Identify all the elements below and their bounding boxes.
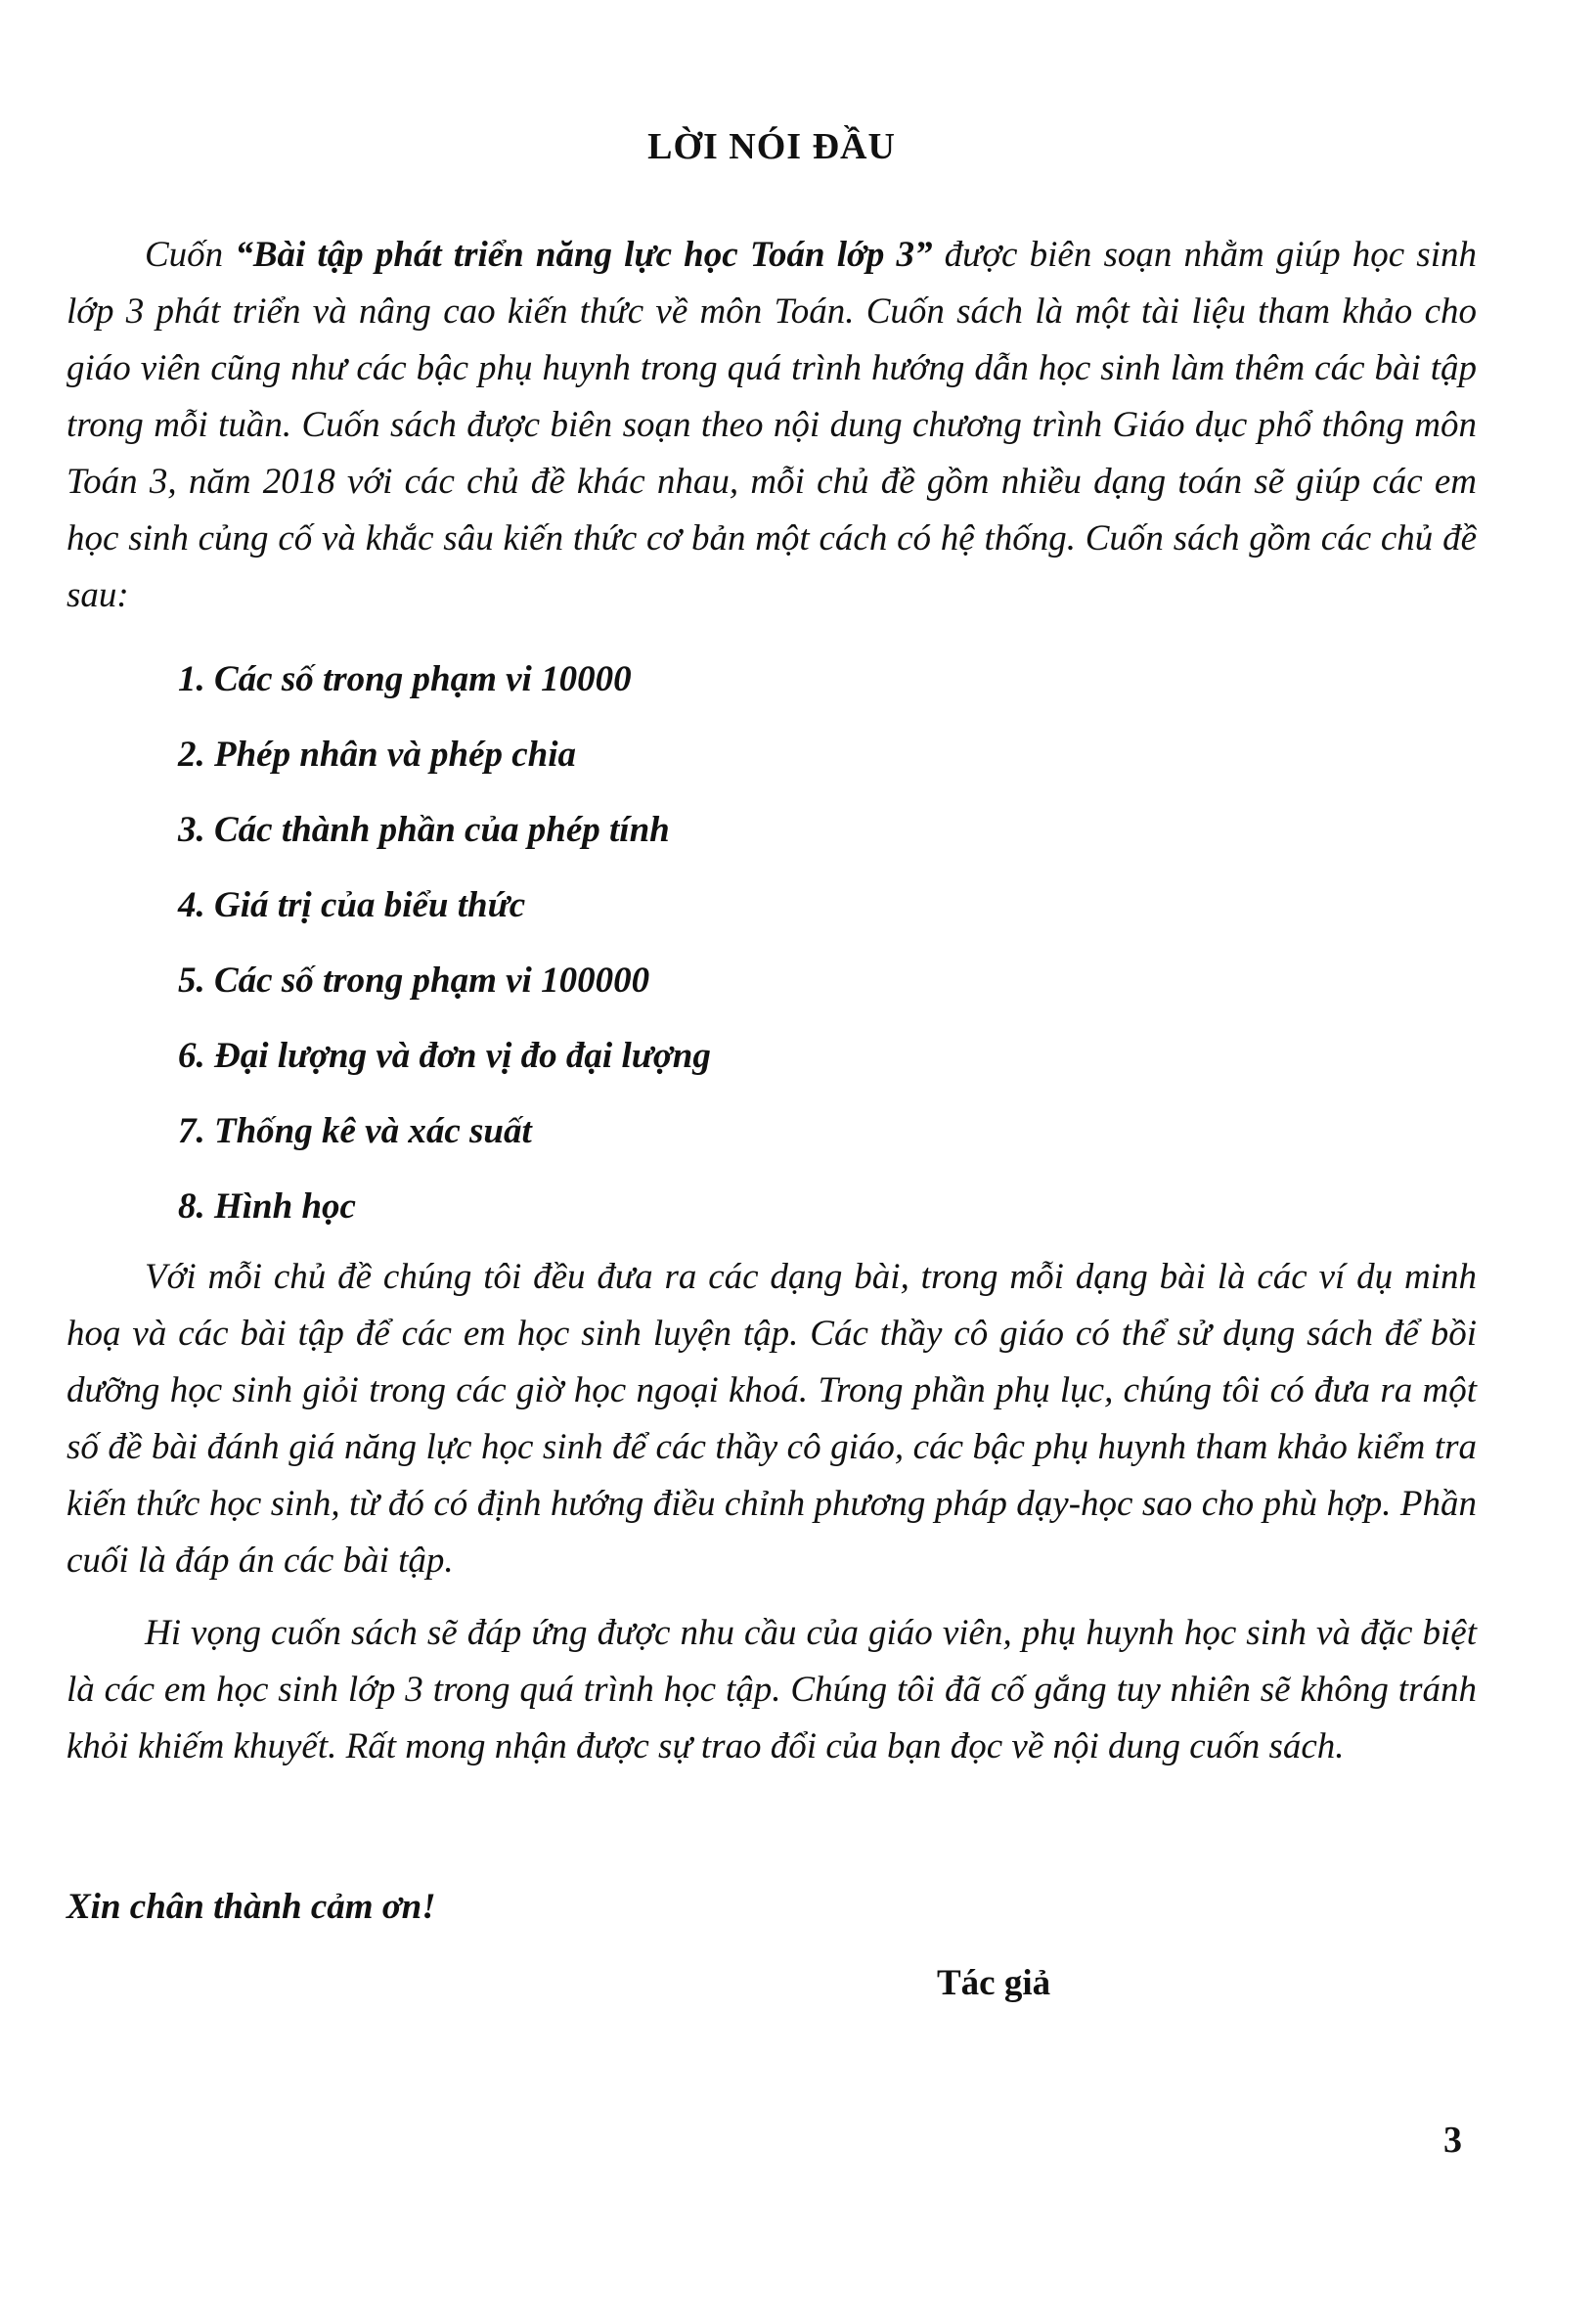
topic-item: 4. Giá trị của biểu thức: [178, 885, 526, 925]
body-paragraph-3: Hi vọng cuốn sách sẽ đáp ứng được nhu cầu của giáo viên, phụ huynh học sinh và đặc biệt là các em học sinh lớp 3 trong quá trình học tập. Chúng tôi đã cố gắng tuy nhiên sẽ không tránh khỏi khiếm khuyết. Rất mong nhận được sự trao đổi của bạn đọc về nội dung cuốn sách.: [66, 1613, 1477, 1766]
topic-item: 1. Các số trong phạm vi 10000: [178, 659, 632, 699]
topic-item: 5. Các số trong phạm vi 100000: [178, 961, 650, 1001]
intro-text-before: Cuốn: [145, 235, 236, 275]
intro-paragraph: [66, 227, 1477, 624]
author-signature: Tác giả: [937, 1963, 1051, 2003]
page-title: LỜI NÓI ĐẦU: [647, 126, 896, 167]
closing-thanks: Xin chân thành cảm ơn!: [66, 1887, 436, 1927]
topic-item: 3. Các thành phần của phép tính: [178, 810, 670, 850]
intro-text-after: được biên soạn nhằm giúp học sinh lớp 3 phát triển và nâng cao kiến thức về môn Toán. Cuốn sách là một tài liệu tham khảo cho giáo viên cũng như các bậc phụ huynh trong quá trình hướng dẫn học sinh làm thêm các bài tập trong mỗi tuần. Cuốn sách được biên soạn theo nội dung chương trình Giáo dục phổ thông môn Toán 3, năm 2018 với các chủ đề khác nhau, mỗi chủ đề gồm nhiều dạng toán sẽ giúp các em học sinh củng cố và khắc sâu kiến thức cơ bản một cách có hệ thống. Cuốn sách gồm các chủ đề sau:: [66, 235, 1477, 615]
book-title: “Bài tập phát triển năng lực học Toán lớp 3”: [235, 235, 933, 275]
topic-item: 6. Đại lượng và đơn vị đo đại lượng: [178, 1036, 711, 1076]
topic-item: 8. Hình học: [178, 1186, 356, 1227]
topic-item: 2. Phép nhân và phép chia: [178, 735, 577, 775]
topic-list: [178, 642, 711, 1244]
body-paragraph-2: Với mỗi chủ đề chúng tôi đều đưa ra các dạng bài, trong mỗi dạng bài là các ví dụ minh hoạ và các bài tập để các em học sinh luyện tập. Các thầy cô giáo có thể sử dụng sách để bồi dưỡng học sinh giỏi trong các giờ học ngoại khoá. Trong phần phụ lục, chúng tôi có đưa ra một số đề bài đánh giá năng lực học sinh để các thầy cô giáo, các bậc phụ huynh tham khảo kiểm tra kiến thức học sinh, từ đó có định hướng điều chỉnh phương pháp dạy-học sao cho phù hợp. Phần cuối là đáp án các bài tập.: [66, 1257, 1477, 1581]
page-number: 3: [1443, 2120, 1462, 2161]
topic-item: 7. Thống kê và xác suất: [178, 1111, 532, 1151]
document-page: [66, 0, 1477, 2324]
